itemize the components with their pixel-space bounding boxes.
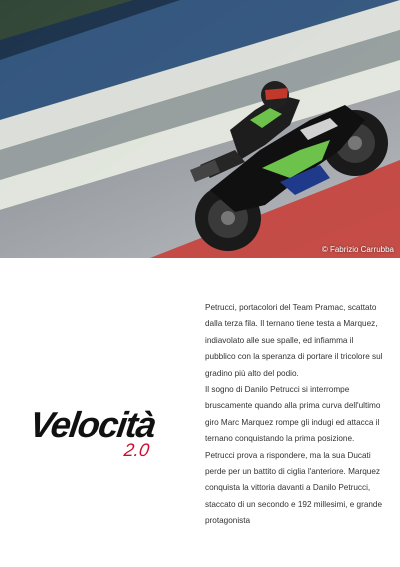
logo-main-text: Velocità — [27, 404, 158, 445]
article-body — [205, 300, 385, 530]
article-paragraph: Il sogno di Danilo Petrucci si interrompe bruscamente quando alla prima curva dell'ultimo giro Marc Marquez rompe gli indugi ed attacca il ternano conquistando la prima posizione. Petrucci prova a rispondere, ma la sua Ducati perde per un battito di ciglia l'anteriore. Marquez conquista la vittoria davanti a Danilo Petrucci, staccato di un secondo e 192 millesimi, e grande protagonista — [205, 385, 383, 526]
article-paragraph: Petrucci, portacolori del Team Pramac, scattato dalla terza fila. Il ternano tiene testa a Marquez, indiavolato alle sue spalle, ed infiamma il pubblico con la speranza di portare il tricolore sul gradino più alto del podio. — [205, 303, 383, 378]
photo-credit: © Fabrizio Carrubba — [321, 245, 394, 254]
hero-photo — [0, 0, 400, 258]
motogp-rider-photo — [0, 0, 400, 258]
velocita-logo — [27, 404, 190, 464]
logo-version-text: 2.0 — [122, 440, 151, 460]
